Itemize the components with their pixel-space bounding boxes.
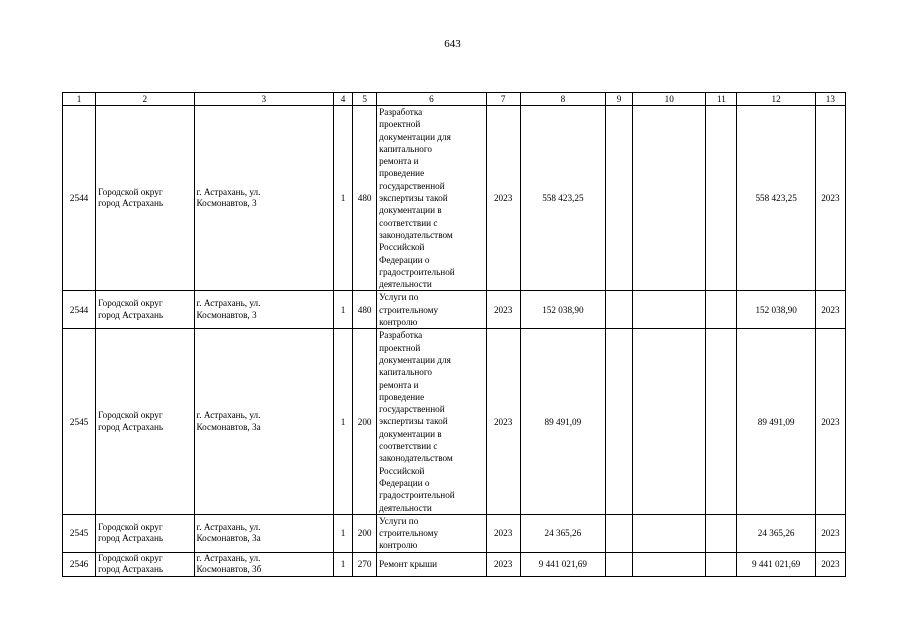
table-row xyxy=(63,514,846,552)
municipality-cell: Городской округ город Астрахань xyxy=(96,552,194,576)
address-cell: г. Астрахань, ул. Космонавтов, 3а xyxy=(194,514,334,552)
address-cell: г. Астрахань, ул. Космонавтов, 3а xyxy=(194,329,334,514)
row-number: 2545 xyxy=(63,329,96,514)
work-type-cell: Разработка проектной документации для капитального ремонта и проведение государственной экспертизы такой документации в соответствии с законодательством Российской Федерации о градостроительной деятельности xyxy=(377,106,486,291)
col9-cell xyxy=(606,514,633,552)
col4-cell: 1 xyxy=(334,329,353,514)
col4-cell: 1 xyxy=(334,514,353,552)
total-cost-cell: 9 441 021,69 xyxy=(520,552,605,576)
page-number: 643 xyxy=(444,38,461,50)
col5-cell: 480 xyxy=(353,291,377,329)
col-header-1: 1 xyxy=(63,93,96,106)
col-header-5: 5 xyxy=(353,93,377,106)
col-header-10: 10 xyxy=(633,93,706,106)
col9-cell xyxy=(606,329,633,514)
col11-cell xyxy=(706,291,737,329)
col13-cell: 2023 xyxy=(815,106,845,291)
table-header-row xyxy=(63,93,846,106)
table-row xyxy=(63,291,846,329)
year-cell: 2023 xyxy=(486,329,520,514)
municipality-cell: Городской округ город Астрахань xyxy=(96,291,194,329)
col4-cell: 1 xyxy=(334,291,353,329)
row-number: 2546 xyxy=(63,552,96,576)
data-table xyxy=(62,92,846,577)
municipality-cell: Городской округ город Астрахань xyxy=(96,106,194,291)
col11-cell xyxy=(706,329,737,514)
col-header-12: 12 xyxy=(737,93,815,106)
municipality-cell: Городской округ город Астрахань xyxy=(96,329,194,514)
col10-cell xyxy=(633,552,706,576)
col13-cell: 2023 xyxy=(815,291,845,329)
col-header-8: 8 xyxy=(520,93,605,106)
col9-cell xyxy=(606,291,633,329)
year-cell: 2023 xyxy=(486,552,520,576)
col-header-4: 4 xyxy=(334,93,353,106)
work-type-cell: Услуги по строительному контролю xyxy=(377,291,486,329)
col5-cell: 480 xyxy=(353,106,377,291)
col4-cell: 1 xyxy=(334,106,353,291)
work-type-cell: Услуги по строительному контролю xyxy=(377,514,486,552)
work-type-cell: Разработка проектной документации для капитального ремонта и проведение государственной экспертизы такой документации в соответствии с законодательством Российской Федерации о градостроительной деятельности xyxy=(377,329,486,514)
table-row xyxy=(63,552,846,576)
row-number: 2544 xyxy=(63,291,96,329)
work-type-cell: Ремонт крыши xyxy=(377,552,486,576)
table-row xyxy=(63,329,846,514)
col-header-2: 2 xyxy=(96,93,194,106)
year-cell: 2023 xyxy=(486,514,520,552)
row-number: 2544 xyxy=(63,106,96,291)
col12-cell: 24 365,26 xyxy=(737,514,815,552)
col13-cell: 2023 xyxy=(815,552,845,576)
col11-cell xyxy=(706,514,737,552)
col10-cell xyxy=(633,291,706,329)
col-header-9: 9 xyxy=(606,93,633,106)
col12-cell: 558 423,25 xyxy=(737,106,815,291)
row-number: 2545 xyxy=(63,514,96,552)
total-cost-cell: 89 491,09 xyxy=(520,329,605,514)
col5-cell: 200 xyxy=(353,514,377,552)
col9-cell xyxy=(606,552,633,576)
total-cost-cell: 558 423,25 xyxy=(520,106,605,291)
col-header-11: 11 xyxy=(706,93,737,106)
col12-cell: 89 491,09 xyxy=(737,329,815,514)
total-cost-cell: 24 365,26 xyxy=(520,514,605,552)
address-cell: г. Астрахань, ул. Космонавтов, 3б xyxy=(194,552,334,576)
col-header-7: 7 xyxy=(486,93,520,106)
col9-cell xyxy=(606,106,633,291)
col-header-6: 6 xyxy=(377,93,486,106)
year-cell: 2023 xyxy=(486,106,520,291)
col5-cell: 270 xyxy=(353,552,377,576)
col10-cell xyxy=(633,329,706,514)
col11-cell xyxy=(706,552,737,576)
col13-cell: 2023 xyxy=(815,329,845,514)
col12-cell: 152 038,90 xyxy=(737,291,815,329)
address-cell: г. Астрахань, ул. Космонавтов, 3 xyxy=(194,291,334,329)
col4-cell: 1 xyxy=(334,552,353,576)
col11-cell xyxy=(706,106,737,291)
col-header-13: 13 xyxy=(815,93,845,106)
col-header-3: 3 xyxy=(194,93,334,106)
col13-cell: 2023 xyxy=(815,514,845,552)
table-row xyxy=(63,106,846,291)
col12-cell: 9 441 021,69 xyxy=(737,552,815,576)
col10-cell xyxy=(633,106,706,291)
municipality-cell: Городской округ город Астрахань xyxy=(96,514,194,552)
col10-cell xyxy=(633,514,706,552)
total-cost-cell: 152 038,90 xyxy=(520,291,605,329)
year-cell: 2023 xyxy=(486,291,520,329)
address-cell: г. Астрахань, ул. Космонавтов, 3 xyxy=(194,106,334,291)
col5-cell: 200 xyxy=(353,329,377,514)
